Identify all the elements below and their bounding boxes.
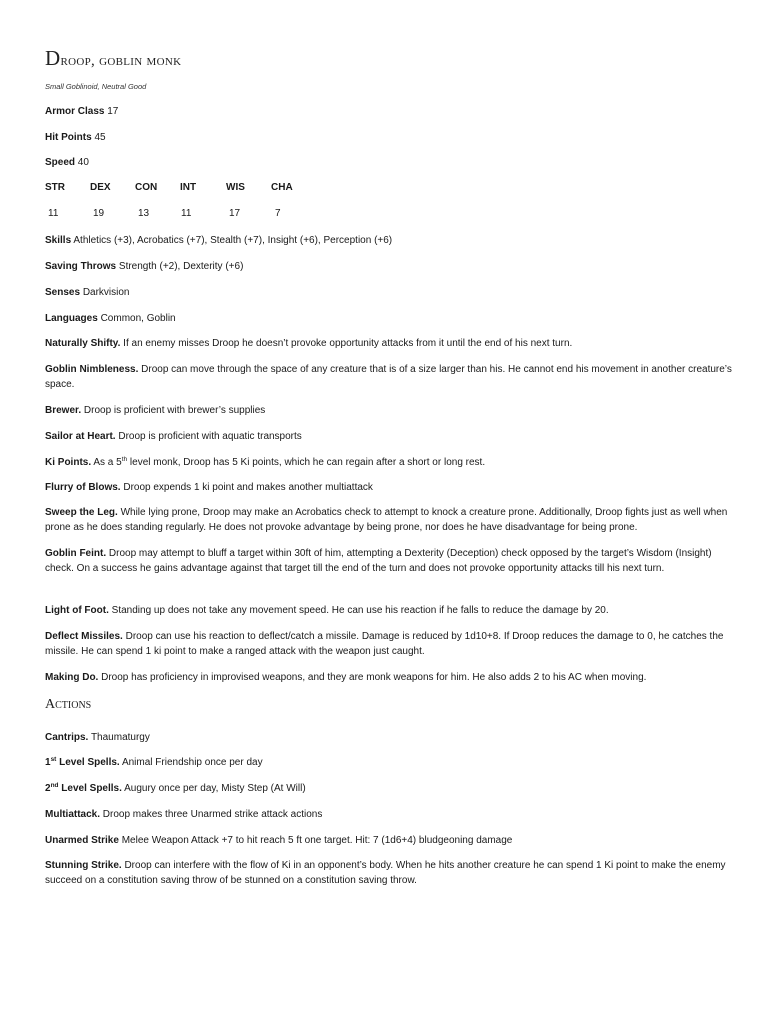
trait-text: If an enemy misses Droop he doesn’t provoke opportunity attacks from it until the end of his next turn.	[123, 338, 573, 349]
action-second-level-spells	[45, 781, 735, 796]
saving-throws-line	[45, 259, 735, 274]
trait-goblin-feint	[45, 546, 735, 576]
trait-name: Naturally Shifty.	[45, 338, 121, 349]
trait-ki-points	[45, 455, 735, 470]
action-name	[45, 783, 122, 794]
action-text: Augury once per day, Misty Step (At Will)	[124, 783, 306, 794]
trait-name: Sweep the Leg.	[45, 507, 118, 518]
trait-name: Making Do.	[45, 672, 99, 683]
action-text: Droop makes three Unarmed strike attack actions	[102, 809, 323, 820]
trait-text: Droop expends 1 ki point and makes another multiattack	[123, 482, 373, 493]
saving-throws-label: Saving Throws	[45, 261, 117, 272]
trait-flurry-of-blows	[45, 480, 735, 495]
trait-name: Brewer.	[45, 405, 82, 416]
action-text: Droop can interfere with the flow of Ki in an opponent’s body. When he hits another creature he can spend 1 Ki point to make the enemy succeed on a constitution saving throw of be stunned on a constitution saving throw.	[45, 860, 726, 886]
action-text: Animal Friendship once per day	[121, 757, 263, 768]
skills-value: Athletics (+3), Acrobatics (+7), Stealth (+7), Insight (+6), Perception (+6)	[73, 235, 393, 246]
trait-text-part: level monk, Droop has 5 Ki points, which he can regain after a short or long rest.	[127, 457, 486, 468]
trait-text-part: As a 5	[93, 457, 122, 468]
hit-points-value: 45	[94, 132, 106, 143]
hit-points-line	[45, 130, 735, 145]
ability-header-con: CON	[135, 182, 158, 193]
trait-naturally-shifty	[45, 336, 735, 351]
trait-name: Sailor at Heart.	[45, 431, 116, 442]
action-name: Multiattack.	[45, 809, 101, 820]
action-stunning-strike	[45, 858, 735, 888]
speed-line	[45, 155, 735, 170]
saving-throws-value: Strength (+2), Dexterity (+6)	[118, 261, 244, 272]
languages-label: Languages	[45, 313, 98, 324]
ability-value-cha: 7	[275, 208, 281, 219]
action-name: Cantrips.	[45, 732, 89, 743]
armor-class-value: 17	[107, 106, 119, 117]
speed-value: 40	[77, 157, 89, 168]
ability-header-str: STR	[45, 182, 65, 193]
action-text: Melee Weapon Attack +7 to hit reach 5 ft one target. Hit: 7 (1d6+4) bludgeoning damage	[121, 835, 513, 846]
action-name-part: 2	[45, 783, 51, 794]
ordinal-suffix: th	[121, 456, 128, 463]
trait-deflect-missiles	[45, 629, 735, 659]
trait-text	[93, 457, 485, 468]
page-title	[45, 46, 181, 71]
languages-value: Common, Goblin	[100, 313, 176, 324]
action-multiattack	[45, 807, 735, 822]
skills-label: Skills	[45, 235, 72, 246]
ability-header-wis: WIS	[226, 182, 245, 193]
creature-type: Small Goblinoid, Neutral Good	[45, 82, 147, 91]
trait-text: Droop can move through the space of any creature that is of a size larger than his. He cannot end his movement in another creature’s space.	[45, 364, 732, 390]
trait-name: Ki Points.	[45, 457, 92, 468]
trait-name: Deflect Missiles.	[45, 631, 123, 642]
armor-class-line	[45, 104, 735, 119]
trait-name: Flurry of Blows.	[45, 482, 121, 493]
ability-value-int: 11	[181, 208, 192, 219]
ability-header-dex: DEX	[90, 182, 111, 193]
action-cantrips	[45, 730, 735, 745]
trait-brewer	[45, 403, 735, 418]
trait-text: While lying prone, Droop may make an Acrobatics check to attempt to knock a creature prone. Additionally, Droop fights just as well when prone as he does standing regularly. He does not provoke advantage by being prone, nor does he have disadvantage for being prone.	[45, 507, 728, 533]
hit-points-label: Hit Points	[45, 132, 92, 143]
trait-light-of-foot	[45, 603, 735, 618]
action-name	[45, 757, 120, 768]
action-name: Stunning Strike.	[45, 860, 122, 871]
action-text: Thaumaturgy	[90, 732, 150, 743]
trait-text: Droop may attempt to bluff a target within 30ft of him, attempting a Dexterity (Deception) check opposed by the target’s Wisdom (Insight) check. On a success he gains advantage against that target till the end of the turn and does not provoke opportunity attacks till his next turn.	[45, 548, 712, 574]
action-unarmed-strike	[45, 833, 735, 848]
ability-header-int: INT	[180, 182, 197, 193]
trait-sweep-the-leg	[45, 505, 735, 535]
skills-line	[45, 233, 735, 248]
ordinal-suffix: nd	[50, 782, 59, 789]
title-rest: roop, goblin monk	[60, 53, 182, 69]
trait-name: Light of Foot.	[45, 605, 109, 616]
armor-class-label: Armor Class	[45, 106, 105, 117]
trait-name: Goblin Feint.	[45, 548, 107, 559]
ability-value-con: 13	[138, 208, 150, 219]
ability-value-str: 11	[48, 208, 59, 219]
ability-value-dex: 19	[93, 208, 105, 219]
trait-text: Droop is proficient with brewer’s supplies	[83, 405, 266, 416]
trait-text: Droop is proficient with aquatic transports	[118, 431, 302, 442]
ordinal-suffix: st	[50, 756, 57, 763]
speed-label: Speed	[45, 157, 76, 168]
action-name-part: 1	[45, 757, 51, 768]
action-name: Unarmed Strike	[45, 835, 119, 846]
trait-text: Standing up does not take any movement speed. He can use his reaction if he falls to reduce the damage by 20.	[111, 605, 609, 616]
trait-text: Droop can use his reaction to deflect/catch a missile. Damage is reduced by 1d10+8. If Droop reduces the damage to 0, he catches the missile. He can spend 1 ki point to make a ranged attack with the weapon just caught.	[45, 631, 724, 657]
trait-goblin-nimbleness	[45, 362, 735, 392]
trait-text: Droop has proficiency in improvised weapons, and they are monk weapons for him. He also adds 2 to his AC when moving.	[101, 672, 647, 683]
action-name-part: Level Spells.	[56, 757, 120, 768]
title-initial: D	[45, 46, 61, 70]
ability-value-wis: 17	[229, 208, 241, 219]
senses-value: Darkvision	[82, 287, 130, 298]
ability-header-cha: CHA	[271, 182, 293, 193]
actions-heading: Actions	[45, 697, 92, 712]
languages-line	[45, 311, 735, 326]
senses-label: Senses	[45, 287, 81, 298]
action-first-level-spells	[45, 755, 735, 770]
trait-making-do	[45, 670, 735, 685]
senses-line	[45, 285, 735, 300]
trait-name: Goblin Nimbleness.	[45, 364, 139, 375]
trait-sailor-at-heart	[45, 429, 735, 444]
action-name-part: Level Spells.	[58, 783, 122, 794]
